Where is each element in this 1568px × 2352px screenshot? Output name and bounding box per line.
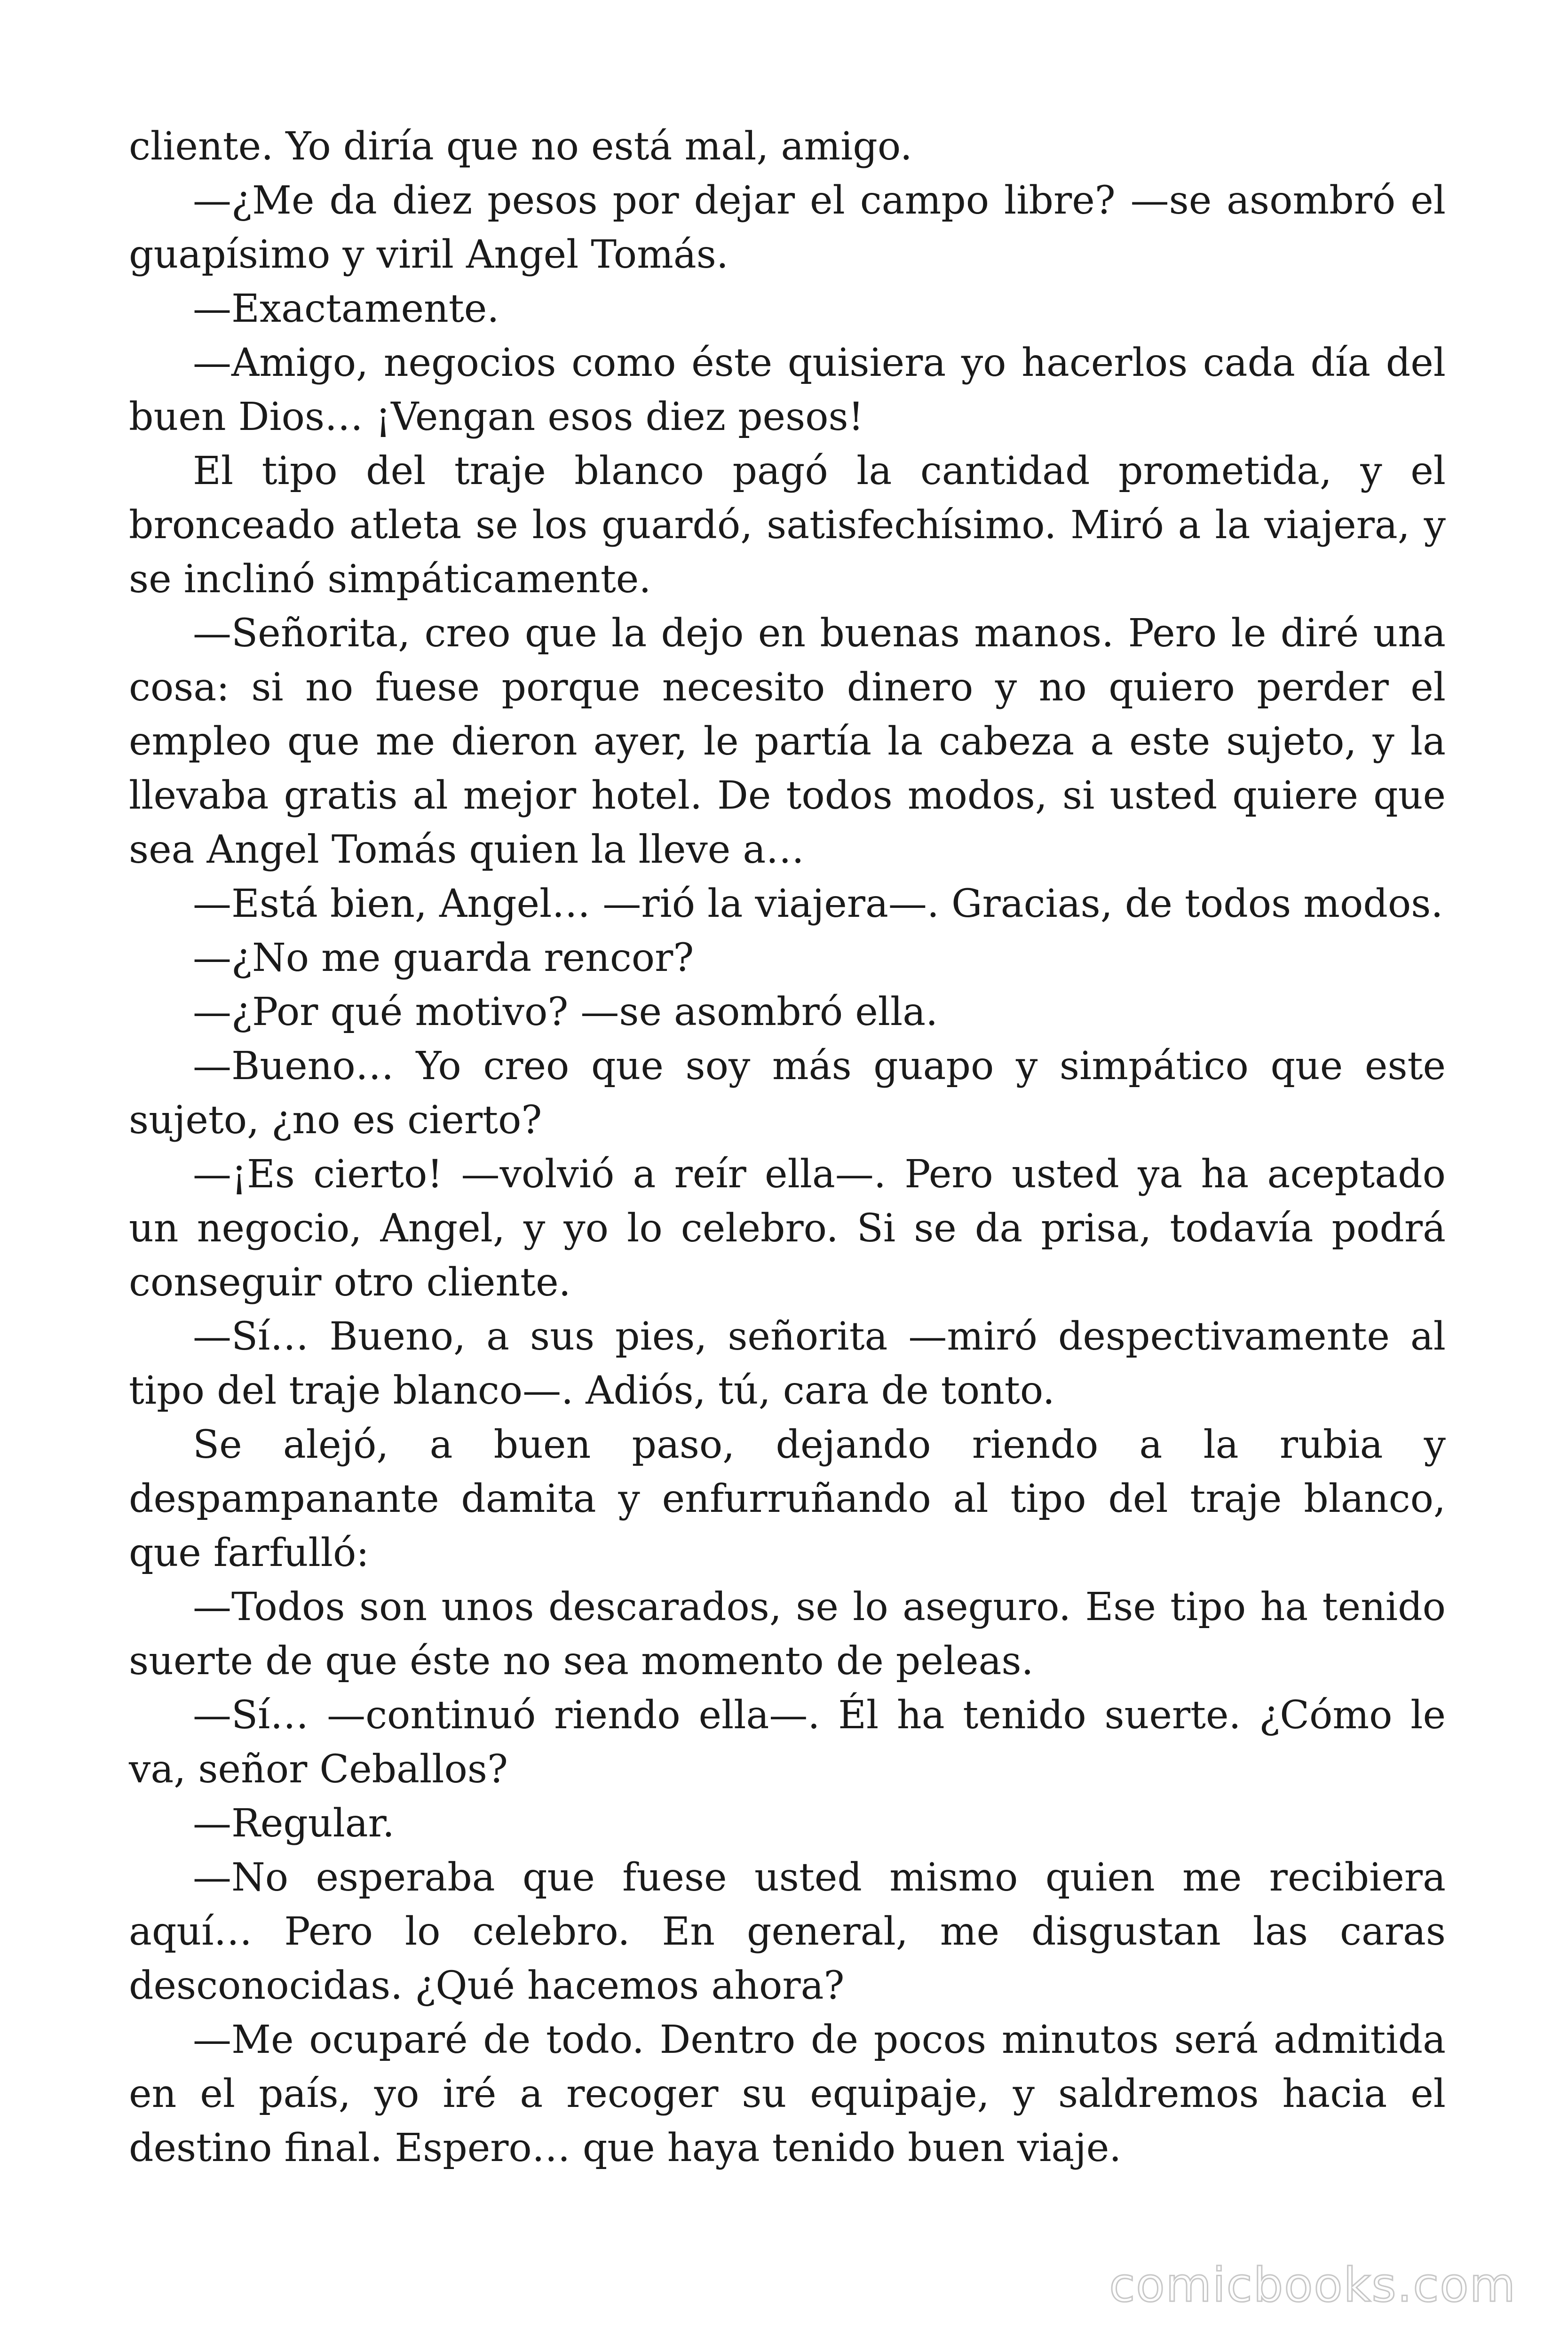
paragraph: —Señorita, creo que la dejo en buenas manos. Pero le diré una cosa: si no fuese porque necesito dinero y no quiero perder el empleo que me dieron ayer, le partía la cabeza a este sujeto, y la llevaba gratis al mejor hotel. De todos modos, si usted quiere que sea Angel Tomás quien la lleve a… (129, 611, 1446, 872)
paragraph: —Bueno… Yo creo que soy más guapo y simpático que este sujeto, ¿no es cierto? (129, 1044, 1446, 1143)
paragraph: —Regular. (193, 1801, 395, 1846)
paragraph: —Todos son unos descarados, se lo aseguro. Ese tipo ha tenido suerte de que éste no sea momento de peleas. (129, 1585, 1446, 1684)
page-body-text (129, 119, 1446, 2175)
paragraph: —Amigo, negocios como éste quisiera yo hacerlos cada día del buen Dios… ¡Vengan esos diez pesos! (129, 341, 1446, 439)
paragraph: —Sí… —continuó riendo ella—. Él ha tenido suerte. ¿Cómo le va, señor Ceballos? (129, 1693, 1446, 1792)
paragraph: —¿Me da diez pesos por dejar el campo libre? —se asombró el guapísimo y viril Angel Tomás. (129, 178, 1446, 277)
paragraph: —Está bien, Angel… —rió la viajera—. Gracias, de todos modos. (193, 882, 1443, 926)
paragraph: —¿Por qué motivo? —se asombró ella. (193, 990, 938, 1034)
paragraph: —¿No me guarda rencor? (193, 936, 694, 980)
paragraph: —Me ocuparé de todo. Dentro de pocos minutos será admitida en el país, yo iré a recoger su equipaje, y saldremos hacia el destino final. Espero… que haya tenido buen viaje. (129, 2018, 1446, 2170)
paragraph: Se alejó, a buen paso, dejando riendo a la rubia y despampanante damita y enfurruñando al tipo del traje blanco, que farfulló: (129, 1422, 1446, 1575)
paragraph: —Sí… Bueno, a sus pies, señorita —miró despectivamente al tipo del traje blanco—. Adiós, tú, cara de tonto. (129, 1314, 1446, 1413)
paragraph: —Exactamente. (193, 286, 499, 331)
paragraph: —¡Es cierto! —volvió a reír ella—. Pero usted ya ha aceptado un negocio, Angel, y yo lo celebro. Si se da prisa, todavía podrá conseguir otro cliente. (129, 1152, 1446, 1305)
paragraph: cliente. Yo diría que no está mal, amigo. (129, 124, 912, 169)
watermark: comicbooks.com (1109, 2257, 1516, 2312)
paragraph: —No esperaba que fuese usted mismo quien me recibiera aquí… Pero lo celebro. En general, me disgustan las caras desconocidas. ¿Qué hacemos ahora? (129, 1855, 1446, 2008)
paragraph: El tipo del traje blanco pagó la cantidad prometida, y el bronceado atleta se los guardó, satisfechísimo. Miró a la viajera, y se inclinó simpáticamente. (129, 449, 1446, 602)
